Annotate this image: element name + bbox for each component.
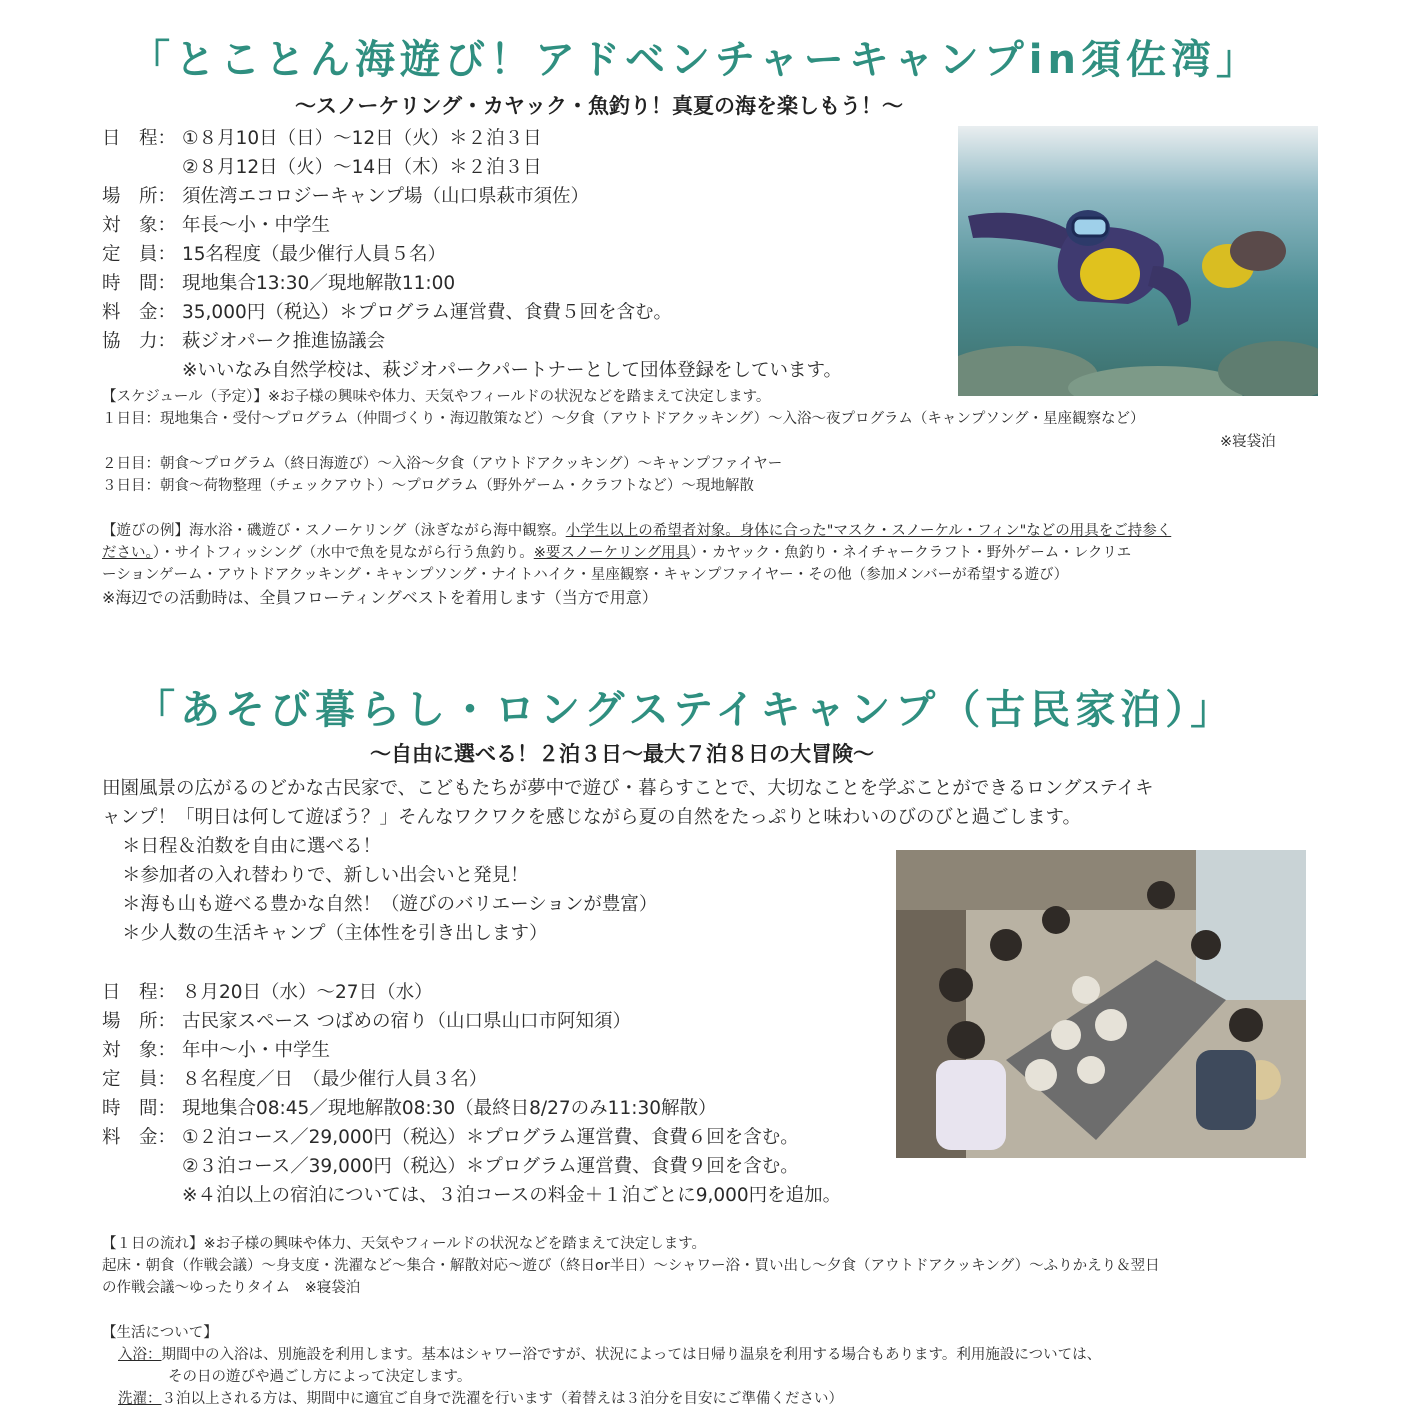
feature-item: ＊参加者の入れ替わりで、新しい出会いと発見！ xyxy=(122,865,529,886)
play-underlined: 小学生以上の希望者対象。身体に合った"マスク・スノーケル・フィン"などの用具をご持参く xyxy=(565,523,1172,539)
camp1-day1-note: ※寝袋泊 xyxy=(1220,434,1276,450)
camp1-play-line1 xyxy=(102,520,1171,542)
camp1-info-list xyxy=(102,124,842,385)
info-value: ①８月10日（日）〜12日（火）＊２泊３日 xyxy=(182,128,542,149)
info-value: 萩ジオパーク推進協議会 xyxy=(182,331,386,352)
camp2-intro-line1: 田園風景の広がるのどかな古民家で、こどもたちが夢中で遊び・暮らすことで、大切なことを学ぶことができるロングステイキ xyxy=(102,778,1154,799)
camp2-title: 「あそび暮らし・ロングステイキャンプ（古民家泊）」 xyxy=(135,687,1236,733)
camp1-title: 「とことん海遊び！アドベンチャーキャンプin須佐湾」 xyxy=(130,37,1261,83)
camp2-subtitle: 〜自由に選べる！２泊３日〜最大７泊８日の大冒険〜 xyxy=(370,742,874,766)
play-text: ）・カヤック・魚釣り・ネイチャークラフト・野外ゲーム・レクリエ xyxy=(690,545,1132,561)
info-key: 対 象： xyxy=(102,215,177,236)
info-value: ※４泊以上の宿泊については、３泊コースの料金＋１泊ごとに9,000円を追加。 xyxy=(182,1185,842,1206)
camp1-day3: ３日目：朝食〜荷物整理（チェックアウト）〜プログラム（野外ゲーム・クラフトなど）〜現地解散 xyxy=(102,478,754,494)
info-value: ①２泊コース／29,000円（税込）＊プログラム運営費、食費６回を含む。 xyxy=(182,1127,799,1148)
info-value: ８名程度／日 （最少催行人員３名） xyxy=(182,1069,488,1090)
info-key: 場 所： xyxy=(102,1011,177,1032)
feature-item: ＊少人数の生活キャンプ（主体性を引き出します） xyxy=(122,923,548,944)
info-key: 時 間： xyxy=(102,273,177,294)
camp2-laundry xyxy=(118,1388,843,1410)
camp2-info-list xyxy=(102,978,841,1210)
info-value: 年中〜小・中学生 xyxy=(182,1040,331,1061)
laundry-text: ３泊以上される方は、期間中に適宜ご自身で洗濯を行います（着替えは３泊分を目安にご準備ください） xyxy=(161,1391,843,1407)
info-key: 定 員： xyxy=(102,244,177,265)
play-underlined: ださい。 xyxy=(102,545,153,561)
camp2-features xyxy=(122,832,657,948)
info-value: 現地集合08:45／現地解散08:30（最終日8/27のみ11:30解散） xyxy=(182,1098,717,1119)
feature-item: ＊海も山も遊べる豊かな自然！（遊びのバリエーションが豊富） xyxy=(122,894,658,915)
info-key: 日 程： xyxy=(102,128,177,149)
info-value: 古民家スペース つばめの宿り（山口県山口市阿知須） xyxy=(182,1011,631,1032)
info-value: 現地集合13:30／現地解散11:00 xyxy=(182,273,456,294)
play-text: ）・サイトフィッシング（水中で魚を見ながら行う魚釣り。 xyxy=(152,545,534,561)
camp1-subtitle: 〜スノーケリング・カヤック・魚釣り！真夏の海を楽しもう！〜 xyxy=(295,94,903,118)
play-underlined: ※要スノーケリング用具 xyxy=(533,545,691,561)
info-key: 場 所： xyxy=(102,186,177,207)
play-text: 【遊びの例】海水浴・磯遊び・スノーケリング（泳ぎながら海中観察。 xyxy=(102,523,566,539)
laundry-label: 洗濯： xyxy=(118,1391,162,1407)
feature-item: ＊日程＆泊数を自由に選べる！ xyxy=(122,836,382,857)
camp1-play-line3: ーションゲーム・アウトドアクッキング・キャンプソング・ナイトハイク・星座観察・キャンプファイヤー・その他（参加メンバーが希望する遊び） xyxy=(102,567,1069,583)
bath-label: 入浴： xyxy=(118,1347,162,1363)
info-value: 15名程度（最少催行人員５名） xyxy=(182,244,447,265)
info-value: ※いいなみ自然学校は、萩ジオパークパートナーとして団体登録をしています。 xyxy=(182,360,843,381)
camp1-schedule-header: 【スケジュール（予定）】※お子様の興味や体力、天気やフィールドの状況などを踏まえて決定します。 xyxy=(102,389,771,405)
group-meal-photo xyxy=(896,850,1306,1158)
camp2-intro-line2: ャンプ！「明日は何して遊ぼう？」そんなワクワクを感じながら夏の自然をたっぷりと味わいのびのびと過ごします。 xyxy=(102,807,1082,828)
info-value: 年長〜小・中学生 xyxy=(182,215,331,236)
info-key: 時 間： xyxy=(102,1098,177,1119)
camp1-play-note: ※海辺での活動時は、全員フローティングベストを着用します（当方で用意） xyxy=(102,588,658,607)
camp2-flow-line2: の作戦会議〜ゆったりタイム ※寝袋泊 xyxy=(102,1280,361,1296)
info-key: 定 員： xyxy=(102,1069,177,1090)
info-key: 料 金： xyxy=(102,302,177,323)
snorkeling-photo xyxy=(958,126,1318,396)
camp2-bath-line2: その日の遊びや過ごし方によって決定します。 xyxy=(168,1369,472,1385)
camp2-flow-line1: 起床・朝食（作戦会議）〜身支度・洗濯など〜集合・解散対応〜遊び（終日or半日）〜シャワー浴・買い出し〜夕食（アウトドアクッキング）〜ふりかえり＆翌日 xyxy=(102,1258,1160,1274)
info-value: ②３泊コース／39,000円（税込）＊プログラム運営費、食費９回を含む。 xyxy=(182,1156,799,1177)
info-value: ８月20日（水）〜27日（水） xyxy=(182,982,433,1003)
camp2-bath-line1 xyxy=(118,1344,1101,1366)
info-key: 対 象： xyxy=(102,1040,177,1061)
camp2-life-header: 【生活について】 xyxy=(102,1325,218,1341)
info-key: 料 金： xyxy=(102,1127,177,1148)
info-key: 協 力： xyxy=(102,331,177,352)
bath-text: 期間中の入浴は、別施設を利用します。基本はシャワー浴ですが、状況によっては日帰り温泉を利用する場合もあります。利用施設については、 xyxy=(161,1347,1102,1363)
info-value: 35,000円（税込）＊プログラム運営費、食費５回を含む。 xyxy=(182,302,673,323)
info-value: 須佐湾エコロジーキャンプ場（山口県萩市須佐） xyxy=(182,186,590,207)
camp1-day2: ２日目：朝食〜プログラム（終日海遊び）〜入浴〜夕食（アウトドアクッキング）〜キャンプファイヤー xyxy=(102,456,783,472)
info-key: 日 程： xyxy=(102,982,177,1003)
info-value: ②８月12日（火）〜14日（木）＊２泊３日 xyxy=(182,157,542,178)
camp2-flow-header: 【１日の流れ】※お子様の興味や体力、天気やフィールドの状況などを踏まえて決定します。 xyxy=(102,1236,707,1252)
camp1-day1: １日目：現地集合・受付〜プログラム（仲間づくり・海辺散策など）〜夕食（アウトドアクッキング）〜入浴〜夜プログラム（キャンプソング・星座観察など） xyxy=(102,411,1145,427)
camp1-play-line2 xyxy=(102,542,1131,564)
